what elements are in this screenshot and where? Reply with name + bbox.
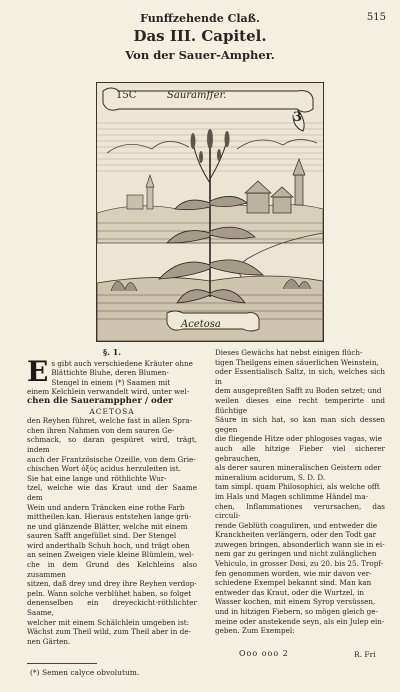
text-line: einem Kelchlein verwandelt wird, unter wel- <box>27 387 190 397</box>
printer-signature: Ooo ooo 2 <box>239 649 289 658</box>
text-line: im Hals und Magen schlimme Händel ma- <box>215 491 369 501</box>
chapter-heading: Das III. Capitel. <box>133 27 267 45</box>
text-line: schiedene Exempel bekannt sind. Man kan <box>215 578 372 588</box>
right-text-column <box>215 348 385 636</box>
text-line: Wasser kochen, mit einem Syrop versüssen, <box>215 597 376 607</box>
text-line: nem gar zu geringen und nicht zulänglichen <box>215 549 377 559</box>
text-line: Blättichte Bluhe, deren Blumen- <box>51 368 169 378</box>
engraving-plate <box>96 82 324 342</box>
text-line: wird anderthalb Schuh hoch, und trägt oben <box>27 540 190 550</box>
plate-banner-text: Sauramffer. <box>167 90 227 101</box>
text-line: chen die Saueramppher / oder <box>27 395 173 406</box>
text-line: chen ihren Nahmen von dem sauren Ge- <box>27 425 175 435</box>
text-line: fen genommen worden, wie mir davon ver- <box>215 568 372 578</box>
text-line: und in hitzigen Fiebern, so mögen gleich ge- <box>215 607 378 617</box>
acetosa-heading: ACETOSA <box>89 406 135 416</box>
text-line: den Reyhen führet, welche fast in allen Spra- <box>27 416 192 426</box>
text-line: peln. Wann solche verblühet haben, so folget <box>27 588 192 598</box>
left-text-column <box>27 348 197 646</box>
drop-cap: E <box>27 354 49 388</box>
text-line: mineralium acidorum, S. D. D. <box>215 472 326 482</box>
text-line: zuwegen bringen, absonderlich wann sie in ei- <box>215 539 385 549</box>
text-line: chischen Wort ὀξύς acidus herzuleiten ist. <box>27 464 181 474</box>
text-line: Stengel in einem (*) Saamen mit <box>51 377 171 387</box>
plate-label: Acetosa <box>181 319 221 330</box>
text-line: als derer sauren mineralischen Geistern oder <box>215 463 381 473</box>
footnote-rule <box>27 663 97 664</box>
text-line: tam simpl. quam Philosophici, als welche offt <box>215 482 380 492</box>
sorrel-engraving <box>97 83 323 341</box>
text-line: Kranckheiten verlängern, oder den Todt gar <box>215 530 377 540</box>
page-number: 515 <box>366 12 386 23</box>
text-line: tigen Theilgens einen säuerlichen Weinstein, <box>215 357 379 367</box>
text-line: Wein und andern Träncken eine rothe Farb <box>27 502 185 512</box>
text-line: meine oder anstekende seyn, als ein Julep ein- <box>215 616 385 626</box>
text-line: mittheilen kan. Hieraus entstehen lange grü- <box>27 512 192 522</box>
text-line: sitzen, daß drey und drey ihre Reyhen verdop- <box>27 579 197 589</box>
chapter-title: Von der Sauer-Ampher. <box>125 48 275 62</box>
text-line: tzel, welche wie das Kraut und der Saame dem <box>27 483 197 502</box>
footnote: (*) Semen calyce obvolutum. <box>30 668 140 677</box>
text-line: schmack, so daran gespüret wird, trägt, indem <box>27 435 197 454</box>
text-line: Wächst zum Theil wild, zum Theil aber in de- <box>27 627 191 637</box>
text-line: welcher mit einem Schälchlein umgeben ist: <box>27 617 190 627</box>
text-line: auch alle hitzige Fieber viel sicherer gebrauchen, <box>215 443 385 463</box>
text-line: Dieses Gewächs hat nebst einigen flüch- <box>215 348 363 357</box>
text-line: ne und glänzende Blätter, welche mit einem <box>27 521 188 531</box>
text-line: Sie hat eine lange und röthlichte Wur- <box>27 473 167 483</box>
text-line: denenselben ein dreyeckicht-röthlichter Saame, <box>27 598 197 618</box>
section-heading: Funffzehende Claß. <box>140 12 260 25</box>
text-line: rende Geblüth coaguliren, und entweder die <box>215 520 378 530</box>
text-line: sauren Safft angefüllet sind. Der Stengel <box>27 531 177 541</box>
text-line: die fliegende Hitze oder phlogoses vagas, wie <box>215 434 382 444</box>
text-line: s gibt auch verschiedene Kräuter ohne <box>51 358 193 368</box>
plate-number-left: 15C <box>116 90 137 101</box>
text-line: chen, Inflammationes verursachen, das circuli- <box>215 501 385 521</box>
text-line: Säure in sich hat, so kan man sich dessen gegen <box>215 415 385 434</box>
catchword: R. Fri <box>354 650 376 659</box>
text-line: geben. Zum Exempel: <box>215 626 295 636</box>
text-line: weilen dieses eine recht temperirte und flüchtige <box>215 395 385 415</box>
plate-number-right: 3 <box>293 110 303 125</box>
text-line: oder Essentialisch Saltz, in sich, welches sich in <box>215 367 385 386</box>
text-line: entweder das Kraut, oder die Wurtzel, in <box>215 587 365 597</box>
text-line: nen Gärten. <box>27 636 71 646</box>
text-line: auch der Frantzösische Ozeille, von dem Grie- <box>27 454 196 464</box>
text-line: Vehiculo, in grosser Dosi, zu 20. bis 25. Tropf- <box>215 559 384 569</box>
text-line: dem ausgepreßten Safft zu Boden setzet; und <box>215 386 382 396</box>
section-mark: §. 1. <box>102 347 122 357</box>
text-line: an seinen Zweigen viele kleine Blümlein, wel- <box>27 550 194 560</box>
text-line: che in dem Grund des Kelchleins also zusammen <box>27 560 197 579</box>
